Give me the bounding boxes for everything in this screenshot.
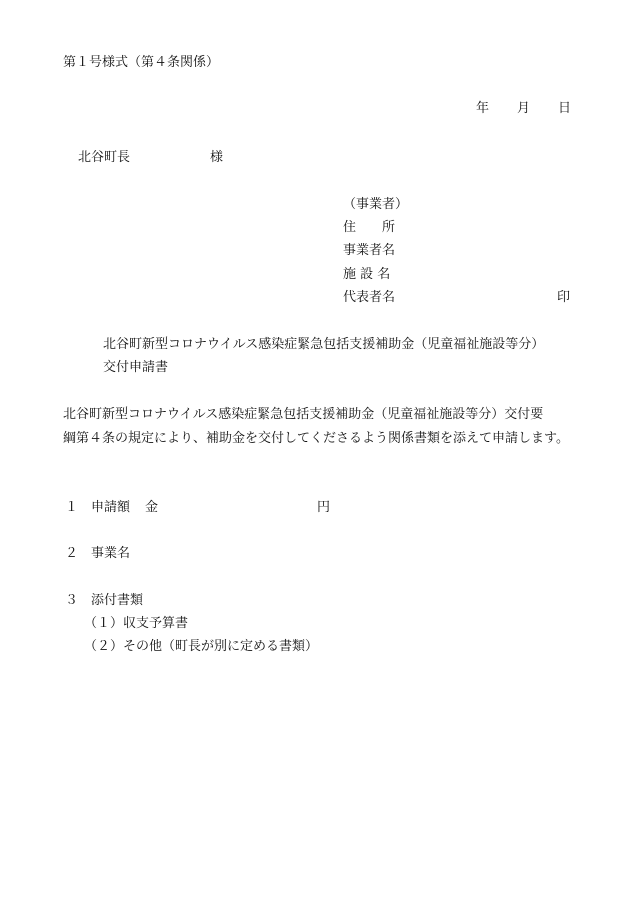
amount-prefix: 金 xyxy=(145,500,159,515)
facility-name-label: 施 設 名 xyxy=(343,267,391,282)
item-number: ２ xyxy=(65,546,79,561)
seal-mark: 印 xyxy=(557,290,571,305)
form-number: 第１号様式（第４条関係） xyxy=(63,55,220,70)
business-name-label: 事業者名 xyxy=(343,243,396,258)
representative-label: 代表者名 xyxy=(343,290,396,305)
application-amount-label: 申請額 xyxy=(91,500,131,515)
project-name-label: 事業名 xyxy=(91,546,131,561)
document-title: 北谷町新型コロナウイルス感染症緊急包括支援補助金（児童福祉施設等分） xyxy=(103,337,545,352)
addressee-honorific: 様 xyxy=(210,150,224,165)
date-month-label: 月 xyxy=(517,101,531,116)
body-text-line: 綱第４条の規定により、補助金を交付してくださるよう関係書類を添えて申請します。 xyxy=(63,431,569,446)
amount-unit: 円 xyxy=(317,500,331,515)
date-year-label: 年 xyxy=(476,101,490,116)
attachments-label: 添付書類 xyxy=(91,593,144,608)
item-number: １ xyxy=(65,500,79,515)
document-title-continued: 交付申請書 xyxy=(103,360,169,375)
body-text-line: 北谷町新型コロナウイルス感染症緊急包括支援補助金（児童福祉施設等分）交付要 xyxy=(63,407,544,422)
attachment-item: （２）その他（町長が別に定める書類） xyxy=(84,639,319,654)
applicant-heading: （事業者） xyxy=(343,197,409,212)
item-number: ３ xyxy=(65,593,79,608)
date-day-label: 日 xyxy=(558,101,572,116)
address-label: 住 所 xyxy=(343,220,396,235)
attachment-item: （１）収支予算書 xyxy=(84,616,189,631)
addressee-name: 北谷町長 xyxy=(78,150,131,165)
